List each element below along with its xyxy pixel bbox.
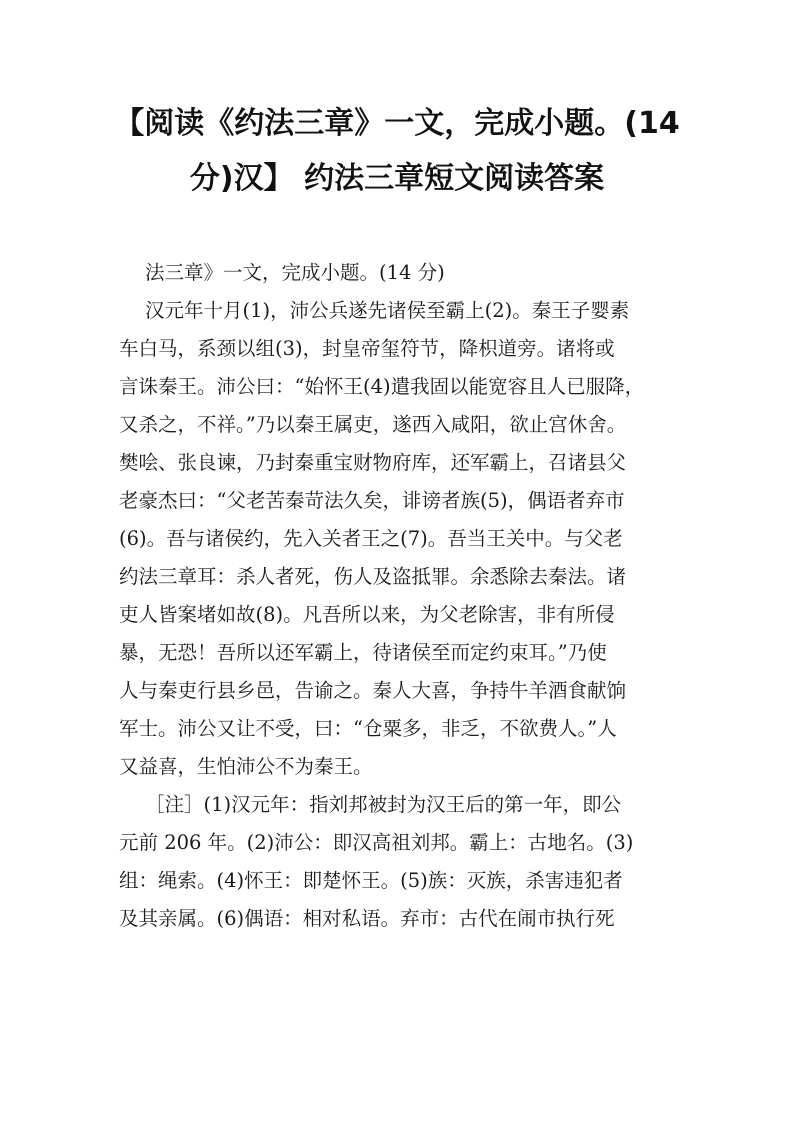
page-title	[60, 96, 734, 206]
paragraph-line: 吏人皆案堵如故(8)。凡吾所以来，为父老除害，非有所侵	[119, 603, 615, 626]
title-line: 【阅读《约法三章》一文，完成小题。(14	[114, 106, 680, 141]
paragraph-line: 言诛秦王。沛公曰：“始怀王(4)遣我固以能宽容且人已服降，	[119, 375, 645, 398]
article-body	[119, 254, 694, 938]
paragraph-line: 又益喜，生怕沛公不为秦王。	[119, 755, 373, 778]
paragraph-line: 汉元年十月(1)，沛公兵遂先诸侯至霸上(2)。秦王子婴素	[145, 299, 630, 322]
paragraph-line: 约法三章耳：杀人者死，伤人及盗抵罪。余悉除去秦法。诸	[119, 565, 627, 588]
paragraph-line: 暴，无恐！吾所以还军霸上，待诸侯至而定约束耳。”乃使	[119, 641, 607, 664]
paragraph-line: 军士。沛公又让不受，曰：“仓粟多，非乏，不欲费人。”人	[119, 717, 617, 740]
note-line: 组：绳索。(4)怀王：即楚怀王。(5)族：灭族，杀害违犯者	[119, 869, 623, 892]
note-line: 及其亲属。(6)偶语：相对私语。弃市：古代在闹市执行死	[119, 907, 615, 930]
paragraph-line: 又杀之，不祥。”乃以秦王属吏，遂西入咸阳，欲止宫休舍。	[119, 413, 627, 436]
paragraph-line: 人与秦吏行县乡邑，告谕之。秦人大喜，争持牛羊酒食献饷	[119, 679, 627, 702]
title-line: 分)汉】 约法三章短文阅读答案	[189, 161, 605, 196]
paragraph-line: 车白马，系颈以组(3)，封皇帝玺符节，降枳道旁。诸将或	[119, 337, 615, 360]
paragraph-line: (6)。吾与诸侯约，先入关者王之(7)。吾当王关中。与父老	[119, 527, 623, 550]
paragraph-line: 老豪杰曰：“父老苦秦苛法久矣，诽谤者族(5)，偶语者弃市	[119, 489, 625, 512]
note-line: 元前 206 年。(2)沛公：即汉高祖刘邦。霸上：古地名。(3)	[119, 831, 634, 854]
paragraph-line: 法三章》一文，完成小题。(14 分)	[145, 261, 445, 284]
note-line: ［注］(1)汉元年：指刘邦被封为汉王后的第一年，即公	[145, 793, 622, 816]
paragraph-line: 樊哙、张良谏，乃封秦重宝财物府库，还军霸上，召诸县父	[119, 451, 627, 474]
